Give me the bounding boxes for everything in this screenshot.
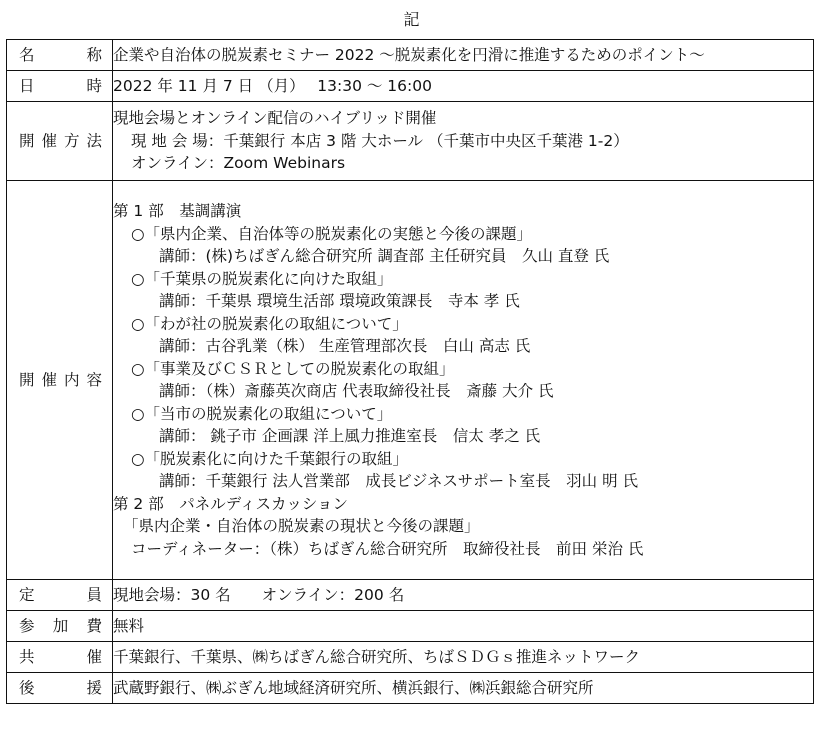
- row-datetime: [7, 71, 814, 102]
- label-char: 開: [19, 371, 35, 389]
- lecture-title: ○「当市の脱炭素化の取組について」: [131, 404, 393, 423]
- label-cell-method: [7, 102, 113, 181]
- lecture-title: ○「県内企業、自治体等の脱炭素化の実態と今後の課題」: [131, 224, 533, 243]
- content-value: [113, 181, 814, 580]
- fee-value: [113, 611, 814, 642]
- method-line: オンライン：Zoom Webinars: [131, 154, 346, 173]
- lecture-speaker: 講師：千葉県 環境生活部 環境政策課長 寺本 孝 氏: [159, 292, 520, 310]
- cohost-text: 千葉銀行、千葉県、㈱ちばぎん総合研究所、ちばＳＤＧｓ推進ネットワーク: [113, 647, 641, 666]
- row-capacity: [7, 580, 814, 611]
- row-support: [7, 673, 814, 704]
- part1-title: 第 1 部 基調講演: [113, 202, 242, 220]
- label-char: 催: [41, 132, 57, 150]
- lecture-speaker: 講師： 銚子市 企画課 洋上風力推進室長 信太 孝之 氏: [159, 427, 541, 445]
- label-char: 共: [19, 648, 35, 666]
- label-char: 催: [41, 371, 57, 389]
- support-value: [113, 673, 814, 704]
- part2-title: 第 2 部 パネルディスカッション: [113, 494, 349, 513]
- label-char: 加: [52, 617, 69, 635]
- panel-coordinator: コーディネーター：（株）ちばぎん総合研究所 取締役社長 前田 栄治 氏: [131, 539, 644, 558]
- label-char: 定: [19, 586, 35, 604]
- label-char: 日: [19, 77, 35, 95]
- document-heading: 記: [403, 10, 420, 29]
- fee-text: 無料: [113, 616, 145, 635]
- label-char: 費: [86, 617, 102, 635]
- panel-title: 「県内企業・自治体の脱炭素の現状と今後の課題」: [123, 517, 480, 535]
- lecture-title: ○「わが社の脱炭素化の取組について」: [131, 314, 408, 333]
- lecture-title: ○「事業及びＣＳＲとしての脱炭素化の取組」: [131, 359, 455, 378]
- row-name: [7, 40, 814, 71]
- label-char: 開: [19, 132, 35, 150]
- event-name-value: [113, 40, 814, 71]
- method-line: 現 地 会 場：千葉銀行 本店 3 階 大ホール （千葉市中央区千葉港 1-2）: [131, 131, 629, 150]
- label-char: 名: [19, 46, 35, 64]
- event-name-text: 企業や自治体の脱炭素セミナー 2022 ～脱炭素化を円滑に推進するためのポイント～: [113, 45, 705, 64]
- label-cell-cohost: [7, 642, 113, 673]
- method-line: 現地会場とオンライン配信のハイブリッド開催: [113, 109, 437, 128]
- lecture-title: ○「脱炭素化に向けた千葉銀行の取組」: [131, 449, 409, 468]
- label-char: 時: [86, 77, 102, 95]
- label-cell-fee: [7, 611, 113, 642]
- datetime-value: [113, 71, 814, 102]
- label-char: 後: [19, 679, 35, 697]
- cohost-value: [113, 642, 814, 673]
- capacity-value: [113, 580, 814, 611]
- label-char: 称: [86, 46, 102, 64]
- lecture-speaker: 講師：(株)ちばぎん総合研究所 調査部 主任研究員 久山 直登 氏: [159, 247, 610, 265]
- label-cell-name: [7, 40, 113, 71]
- row-fee: [7, 611, 814, 642]
- label-cell-content: [7, 181, 113, 580]
- lecture-speaker: 講師：（株）斎藤英次商店 代表取締役社長 斎藤 大介 氏: [159, 382, 554, 400]
- label-char: 法: [86, 132, 102, 150]
- label-cell-capacity: [7, 580, 113, 611]
- lecture-title: ○「千葉県の脱炭素化に向けた取組」: [131, 269, 393, 288]
- datetime-text: 2022 年 11 月 7 日 （月） 13:30 ～ 16:00: [113, 76, 432, 95]
- label-char: 催: [86, 648, 102, 666]
- label-cell-support: [7, 673, 113, 704]
- event-info-table: [6, 39, 814, 704]
- method-value: [113, 102, 814, 181]
- label-char: 員: [86, 586, 102, 604]
- label-char: 方: [63, 132, 80, 150]
- label-char: 援: [86, 679, 102, 697]
- row-method: [7, 102, 814, 181]
- lecture-speaker: 講師：古谷乳業（株） 生産管理部次長 白山 高志 氏: [159, 337, 531, 355]
- support-text: 武蔵野銀行、㈱ぶぎん地域経済研究所、横浜銀行、㈱浜銀総合研究所: [113, 678, 594, 697]
- label-char: 内: [63, 371, 80, 389]
- label-char: 容: [86, 371, 102, 389]
- row-content: [7, 181, 814, 580]
- row-cohost: [7, 642, 814, 673]
- label-cell-datetime: [7, 71, 113, 102]
- label-char: 参: [19, 617, 35, 635]
- capacity-text: 現地会場：30 名 オンライン：200 名: [113, 585, 405, 604]
- lecture-speaker: 講師：千葉銀行 法人営業部 成長ビジネスサポート室長 羽山 明 氏: [159, 472, 639, 490]
